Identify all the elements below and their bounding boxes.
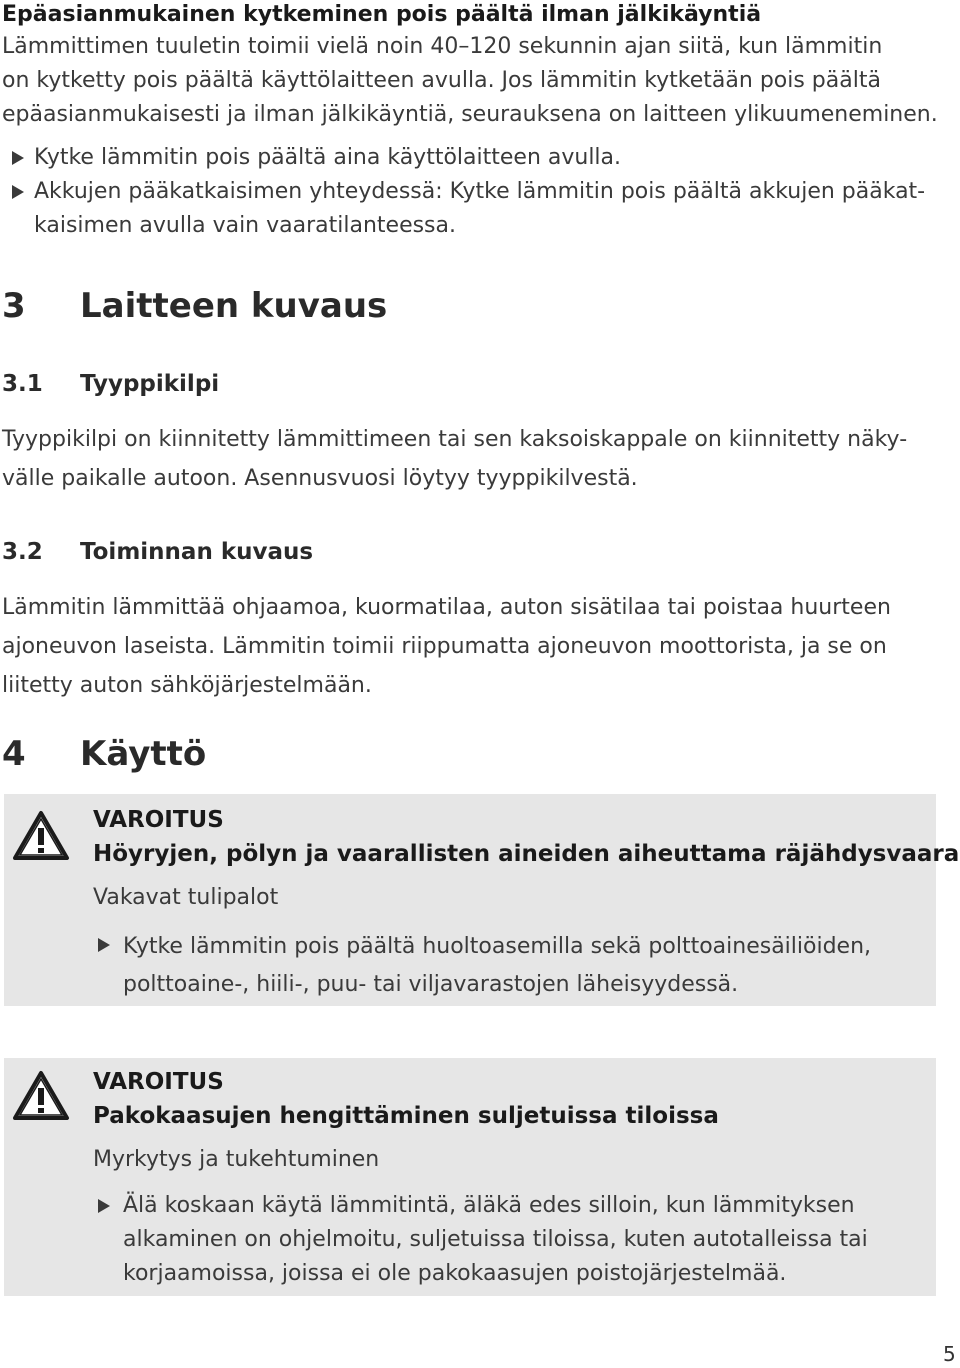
intro-line: epäasianmukaisesti ja ilman jälkikäyntiä, seurauksena on laitteen ylikuumeneminen.	[2, 102, 938, 127]
section-title: Käyttö	[80, 734, 207, 774]
subsection-title: Tyyppikilpi	[80, 371, 220, 397]
warning-label: VAROITUS	[93, 1069, 224, 1095]
warning-box	[4, 1058, 936, 1296]
instruction-line: polttoaine-, hiili-, puu- tai viljavarastojen läheisyydessä.	[123, 972, 739, 997]
triangle-bullet-icon	[12, 185, 24, 199]
paragraph-line: liitetty auton sähköjärjestelmään.	[2, 673, 372, 698]
subsection-paragraph	[2, 588, 891, 705]
triangle-bullet-icon	[98, 938, 110, 952]
page-number: 5	[943, 1342, 956, 1366]
instruction-line: Kytke lämmitin pois päältä huoltoasemilla sekä polttoainesäiliöiden,	[123, 934, 872, 959]
warning-consequence: Vakavat tulipalot	[93, 885, 279, 910]
warning-title: Höyryjen, pölyn ja vaarallisten aineiden aiheuttama räjähdysvaara	[93, 841, 960, 867]
instruction-line: Älä koskaan käytä lämmitintä, äläkä edes silloin, kun lämmityksen	[123, 1193, 855, 1218]
paragraph-line: välle paikalle autoon. Asennusvuosi löytyy tyyppikilvestä.	[2, 466, 638, 491]
bullet-text: kaisimen avulla vain vaaratilanteessa.	[34, 213, 456, 238]
list-item	[2, 141, 942, 175]
triangle-bullet-icon	[98, 1199, 110, 1213]
intro-line: on kytketty pois päältä käyttölaitteen avulla. Jos lämmitin kytketään pois päältä	[2, 68, 881, 93]
intro-paragraph	[2, 30, 938, 132]
warning-consequence: Myrkytys ja tukehtuminen	[93, 1147, 380, 1172]
warning-triangle-icon	[12, 1070, 70, 1122]
section-number: 3	[2, 286, 26, 326]
warning-instruction	[123, 928, 871, 1004]
warning-triangle-icon	[12, 810, 70, 862]
subsection-paragraph	[2, 420, 907, 498]
bullet-text: Akkujen pääkatkaisimen yhteydessä: Kytke lämmitin pois päältä akkujen pääkat-	[34, 179, 926, 204]
warning-instruction	[123, 1189, 868, 1291]
section-title: Laitteen kuvaus	[80, 286, 388, 326]
subsection-number: 3.1	[2, 371, 43, 397]
warning-title: Pakokaasujen hengittäminen suljetuissa tiloissa	[93, 1103, 719, 1129]
instruction-line: alkaminen on ohjelmoitu, suljetuissa tiloissa, kuten autotalleissa tai	[123, 1227, 868, 1252]
paragraph-line: ajoneuvon laseista. Lämmitin toimii riippumatta ajoneuvon moottorista, ja se on	[2, 634, 887, 659]
triangle-bullet-icon	[12, 151, 24, 165]
warning-box	[4, 794, 960, 1006]
paragraph-line: Lämmitin lämmittää ohjaamoa, kuormatilaa, auton sisätilaa tai poistaa huurteen	[2, 595, 891, 620]
list-item	[2, 175, 942, 243]
section-number: 4	[2, 734, 26, 774]
intro-bullets	[2, 141, 942, 243]
subsection-title: Toiminnan kuvaus	[80, 539, 314, 565]
warning-label: VAROITUS	[93, 807, 224, 833]
bullet-text: Kytke lämmitin pois päältä aina käyttölaitteen avulla.	[34, 145, 622, 170]
paragraph-line: Tyyppikilpi on kiinnitetty lämmittimeen tai sen kaksoiskappale on kiinnitetty näky-	[2, 427, 908, 452]
instruction-line: korjaamoissa, joissa ei ole pakokaasujen poistojärjestelmää.	[123, 1261, 787, 1286]
intro-heading: Epäasianmukainen kytkeminen pois päältä ilman jälkikäyntiä	[2, 2, 762, 27]
subsection-number: 3.2	[2, 539, 43, 565]
intro-line: Lämmittimen tuuletin toimii vielä noin 40–120 sekunnin ajan siitä, kun lämmitin	[2, 34, 883, 59]
